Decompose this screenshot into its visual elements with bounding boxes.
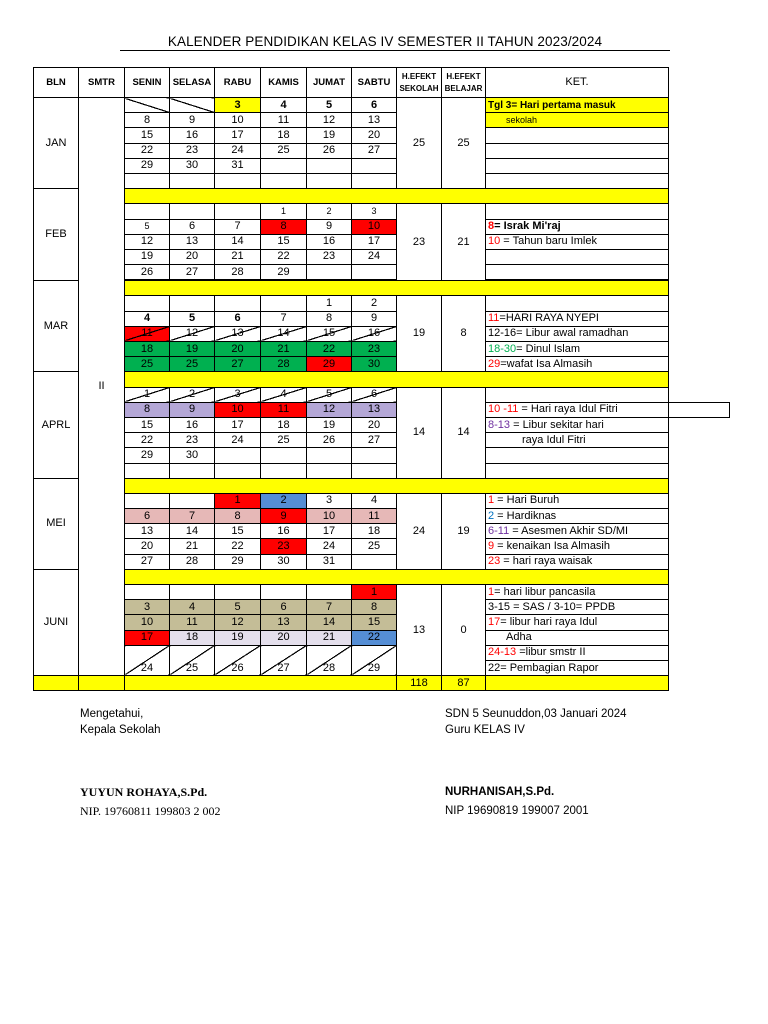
day-cell: 19 [125,249,170,264]
day-cell: 9 [170,402,215,417]
day-cell: 20 [261,630,307,645]
day-cell [261,158,307,173]
day-cell [170,204,215,219]
day-cell: 28 [307,645,352,675]
day-cell: 21 [307,630,352,645]
day-cell: 5 [307,98,352,113]
day-cell: 6 [170,219,215,234]
ket-item: sekolah [486,113,669,128]
day-cell: 11 [352,509,397,524]
day-cell: 15 [215,524,261,539]
ket-item: 12-16= Libur awal ramadhan [486,326,669,341]
right-line2: Guru KELAS IV [445,724,525,736]
ket-item: 2 = Hardiknas [486,509,669,524]
header-bln: BLN [34,68,79,98]
day-cell [215,173,261,188]
day-cell: 22 [307,342,352,357]
he-sekolah-juni: 13 [397,585,442,676]
day-cell [170,98,215,113]
page-title: KALENDER PENDIDIKAN KELAS IV SEMESTER II TAHUN 2023/2024 [167,34,603,49]
he-belajar-juni: 0 [442,585,486,676]
day-cell: 3 [215,98,261,113]
day-cell: 12 [170,326,215,341]
ket-item: 9 = kenaikan Isa Almasih [486,539,669,554]
day-cell: 7 [261,311,307,326]
title-underline [120,50,670,51]
day-cell: 25 [352,539,397,554]
ket-item [486,265,669,280]
day-cell [125,296,170,311]
day-cell: 11 [170,615,215,630]
header-kamis: KAMIS [261,68,307,98]
month-separator [125,281,669,296]
day-cell: 9 [307,219,352,234]
he-belajar-jan: 25 [442,98,486,189]
header-selasa: SELASA [170,68,215,98]
day-cell: 24 [352,249,397,264]
he-belajar-aprl: 14 [442,387,486,478]
day-cell: 14 [307,615,352,630]
day-cell: 20 [352,128,397,143]
day-cell: 22 [261,249,307,264]
signature-right-header [445,706,627,738]
day-cell: 18 [261,128,307,143]
ket-item: 8-13 = Libur sekitar hari [486,417,669,432]
day-cell: 8 [215,509,261,524]
day-cell: 8 [307,311,352,326]
day-cell [352,158,397,173]
day-cell [352,173,397,188]
day-cell: 11 [261,113,307,128]
day-cell: 13 [215,326,261,341]
day-cell: 27 [215,357,261,372]
day-cell: 15 [261,234,307,249]
total-cell [486,676,669,691]
total-cell [34,676,79,691]
day-cell [125,204,170,219]
day-cell: 25 [261,433,307,448]
day-cell: 20 [170,249,215,264]
day-cell: 23 [261,539,307,554]
day-cell [352,448,397,463]
day-cell: 9 [352,311,397,326]
day-cell [261,463,307,478]
day-cell: 25 [170,357,215,372]
he-sekolah-mar: 19 [397,296,442,372]
total-cell [79,676,125,691]
day-cell: 19 [170,342,215,357]
day-cell: 13 [352,113,397,128]
total-he-sekolah: 118 [397,676,442,691]
day-cell: 18 [261,417,307,432]
day-cell: 8 [125,402,170,417]
day-cell: 2 [352,296,397,311]
day-cell: 16 [307,234,352,249]
day-cell: 30 [352,357,397,372]
day-cell: 26 [125,265,170,280]
day-cell: 6 [352,387,397,402]
ket-item [486,448,669,463]
header-smtr: SMTR [79,68,125,98]
day-cell: 5 [307,387,352,402]
ket-item [486,463,669,478]
day-cell [170,493,215,508]
day-cell [215,204,261,219]
day-cell: 12 [215,615,261,630]
day-cell: 27 [170,265,215,280]
day-cell: 28 [170,554,215,569]
day-cell: 5 [125,219,170,234]
day-cell: 1 [125,387,170,402]
day-cell: 19 [215,630,261,645]
day-cell: 21 [170,539,215,554]
ket-item [486,143,669,158]
day-cell: 16 [352,326,397,341]
day-cell [307,173,352,188]
day-cell: 8 [352,600,397,615]
left-line1: Mengetahui, [80,708,144,720]
day-cell: 20 [215,342,261,357]
ket-item: 6-11 = Asesmen Akhir SD/MI [486,524,669,539]
day-cell: 10 [215,402,261,417]
day-cell: 25 [261,143,307,158]
ket-item: 17= libur hari raya Idul [486,615,669,630]
day-cell: 19 [307,417,352,432]
day-cell: 21 [215,249,261,264]
day-cell: 4 [352,493,397,508]
month-feb: FEB [34,189,79,281]
day-cell: 7 [307,600,352,615]
day-cell: 29 [352,645,397,675]
ket-item [486,249,669,264]
day-cell: 9 [170,113,215,128]
day-cell: 25 [170,645,215,675]
day-cell: 10 [125,615,170,630]
day-cell: 18 [170,630,215,645]
header-hefekt-sekolah: H.EFEKT SEKOLAH [397,68,442,98]
day-cell [215,448,261,463]
header-hefekt-belajar: H.EFEKT BELAJAR [442,68,486,98]
day-cell: 12 [125,234,170,249]
day-cell: 15 [125,417,170,432]
day-cell: 17 [215,417,261,432]
ket-item: raya Idul Fitri [486,433,669,448]
ket-item: Adha [486,630,669,645]
day-cell: 7 [215,219,261,234]
day-cell: 26 [307,433,352,448]
day-cell [261,296,307,311]
ket-item: 22= Pembagian Rapor [486,660,669,675]
day-cell: 31 [307,554,352,569]
day-cell: 18 [125,342,170,357]
day-cell: 13 [261,615,307,630]
day-cell [170,463,215,478]
day-cell [125,585,170,600]
day-cell: 2 [170,387,215,402]
ket-item: 11=HARI RAYA NYEPI [486,311,669,326]
he-belajar-mar: 8 [442,296,486,372]
day-cell: 19 [307,128,352,143]
day-cell: 11 [261,402,307,417]
day-cell: 13 [170,234,215,249]
day-cell: 4 [170,600,215,615]
day-cell [261,585,307,600]
day-cell: 13 [125,524,170,539]
day-cell: 2 [307,204,352,219]
he-sekolah-mei: 24 [397,493,442,569]
day-cell: 29 [125,158,170,173]
day-cell: 12 [307,113,352,128]
he-belajar-feb: 21 [442,204,486,281]
month-separator [125,372,669,387]
day-cell [170,585,215,600]
ket-item [486,158,669,173]
day-cell [261,173,307,188]
day-cell [307,448,352,463]
day-cell: 27 [261,645,307,675]
day-cell [125,463,170,478]
day-cell: 6 [352,98,397,113]
day-cell: 29 [307,357,352,372]
day-cell [215,585,261,600]
day-cell: 15 [125,128,170,143]
day-cell: 29 [125,448,170,463]
ket-item: 18-30= Dinul Islam [486,342,669,357]
day-cell: 29 [215,554,261,569]
day-cell: 23 [170,143,215,158]
day-cell: 22 [215,539,261,554]
ket-item: 1 = Hari Buruh [486,493,669,508]
day-cell: 14 [261,326,307,341]
day-cell: 16 [170,128,215,143]
ket-item: 29=wafat Isa Almasih [486,357,669,372]
he-sekolah-feb: 23 [397,204,442,281]
day-cell: 23 [352,342,397,357]
day-cell: 1 [261,204,307,219]
month-juni: JUNI [34,569,79,675]
ket-item [486,387,669,402]
day-cell: 6 [261,600,307,615]
day-cell [307,158,352,173]
day-cell: 1 [352,585,397,600]
day-cell: 14 [215,234,261,249]
day-cell [170,173,215,188]
day-cell: 10 [307,509,352,524]
signature-left-name [80,784,221,819]
day-cell: 29 [261,265,307,280]
day-cell: 13 [352,402,397,417]
day-cell: 30 [170,158,215,173]
day-cell [215,463,261,478]
he-sekolah-jan: 25 [397,98,442,189]
day-cell: 9 [261,509,307,524]
day-cell: 27 [352,143,397,158]
month-mei: MEI [34,478,79,569]
day-cell: 3 [352,204,397,219]
day-cell: 31 [215,158,261,173]
day-cell: 3 [215,387,261,402]
month-separator [125,569,669,584]
day-cell: 6 [215,311,261,326]
day-cell: 27 [125,554,170,569]
header-ket: KET. [486,68,669,98]
day-cell: 26 [307,143,352,158]
left-nip: NIP. 19760811 199803 2 002 [80,804,221,818]
ket-item: 10 -11 = Hari raya Idul Fitri [486,402,669,417]
ket-item: 23 = hari raya waisak [486,554,669,569]
day-cell: 18 [352,524,397,539]
day-cell [307,265,352,280]
day-cell: 22 [125,433,170,448]
day-cell: 22 [125,143,170,158]
day-cell: 3 [307,493,352,508]
semester-cell: II [79,98,125,676]
day-cell: 17 [307,524,352,539]
day-cell: 1 [307,296,352,311]
ket-item [486,296,669,311]
total-cell [125,676,397,691]
ket-item [486,204,669,219]
day-cell: 14 [170,524,215,539]
day-cell: 25 [125,357,170,372]
day-cell: 26 [215,645,261,675]
day-cell: 23 [170,433,215,448]
day-cell: 2 [261,493,307,508]
day-cell: 21 [261,342,307,357]
day-cell: 20 [125,539,170,554]
day-cell [352,463,397,478]
day-cell: 8 [125,113,170,128]
month-aprl: APRL [34,372,79,478]
day-cell: 20 [352,417,397,432]
day-cell: 16 [261,524,307,539]
day-cell: 3 [125,600,170,615]
right-nip: NIP 19690819 199007 2001 [445,805,589,817]
day-cell [307,463,352,478]
day-cell: 24 [307,539,352,554]
signature-left-header [80,706,161,738]
day-cell [352,554,397,569]
header-rabu: RABU [215,68,261,98]
header-jumat: JUMAT [307,68,352,98]
day-cell: 16 [170,417,215,432]
day-cell: 15 [352,615,397,630]
day-cell: 1 [215,493,261,508]
day-cell [352,265,397,280]
month-separator [125,189,669,204]
ket-item: 1= hari libur pancasila [486,585,669,600]
day-cell: 28 [261,357,307,372]
day-cell [125,493,170,508]
day-cell: 15 [307,326,352,341]
day-cell: 8 [261,219,307,234]
day-cell [307,585,352,600]
day-cell [125,98,170,113]
total-he-belajar: 87 [442,676,486,691]
day-cell: 11 [125,326,170,341]
he-belajar-mei: 19 [442,493,486,569]
day-cell: 17 [352,234,397,249]
day-cell: 12 [307,402,352,417]
day-cell: 23 [307,249,352,264]
day-cell [215,296,261,311]
day-cell: 4 [125,311,170,326]
header-sabtu: SABTU [352,68,397,98]
day-cell: 22 [352,630,397,645]
day-cell [125,173,170,188]
day-cell: 5 [215,600,261,615]
calendar-table [33,67,669,691]
day-cell [261,448,307,463]
day-cell: 24 [215,433,261,448]
day-cell: 4 [261,98,307,113]
signature-right-name [445,784,589,819]
day-cell: 30 [170,448,215,463]
day-cell: 17 [215,128,261,143]
day-cell: 28 [215,265,261,280]
ket-item: Tgl 3= Hari pertama masuk [486,98,669,113]
ket-item [486,128,669,143]
day-cell: 24 [215,143,261,158]
day-cell: 30 [261,554,307,569]
month-separator [125,478,669,493]
left-line2: Kepala Sekolah [80,724,161,736]
day-cell: 5 [170,311,215,326]
right-name: NURHANISAH,S.Pd. [445,786,555,798]
day-cell [170,296,215,311]
day-cell: 7 [170,509,215,524]
day-cell: 10 [352,219,397,234]
ket-item: 8= Israk Mi'raj [486,219,669,234]
day-cell: 24 [125,645,170,675]
header-senin: SENIN [125,68,170,98]
ket-item: 3-15 = SAS / 3-10= PPDB [486,600,669,615]
ket-item: 24-13 =libur smstr II [486,645,669,660]
ket-item [486,173,669,188]
he-sekolah-aprl: 14 [397,387,442,478]
day-cell: 6 [125,509,170,524]
month-jan: JAN [34,98,79,189]
day-cell: 4 [261,387,307,402]
right-line1: SDN 5 Seunuddon,03 Januari 2024 [445,708,627,720]
ket-item: 10 = Tahun baru Imlek [486,234,669,249]
day-cell: 10 [215,113,261,128]
left-name: YUYUN ROHAYA,S.Pd. [80,785,208,799]
day-cell: 27 [352,433,397,448]
month-mar: MAR [34,281,79,372]
day-cell: 17 [125,630,170,645]
